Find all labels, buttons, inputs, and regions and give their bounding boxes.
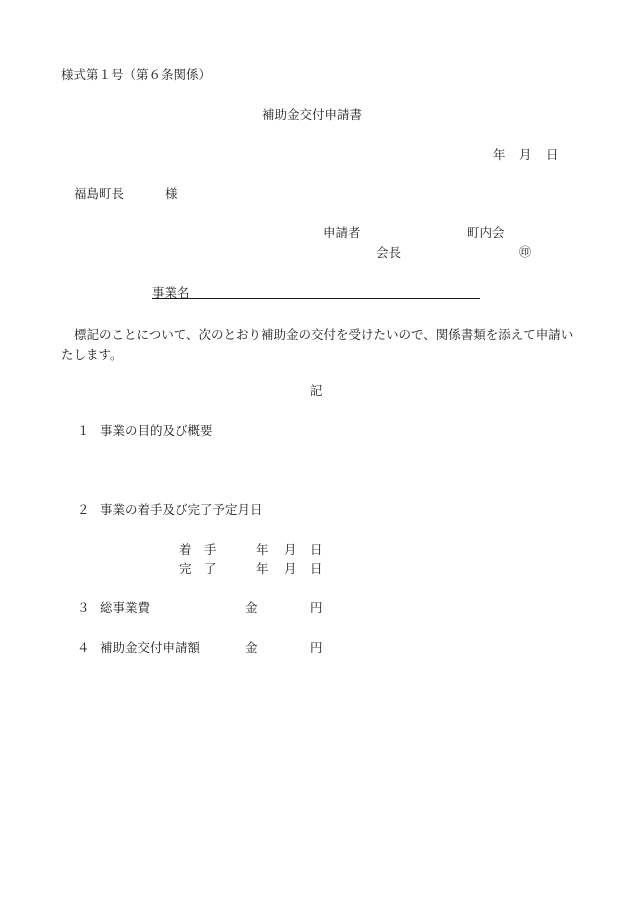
- project-name-label: 事業名: [152, 285, 190, 300]
- application-body-text: 標記のことについて、次のとおり補助金の交付を受けたいので、関係書類を添えて申請いたします。: [61, 327, 574, 362]
- item-number: ３: [77, 600, 90, 615]
- yen-label: 円: [310, 600, 323, 615]
- item-label: 総事業費: [100, 600, 151, 615]
- item-number: １: [77, 423, 90, 438]
- item-label: 補助金交付申請額: [100, 640, 201, 655]
- start-year-label: 年: [256, 542, 269, 557]
- end-year-label: 年: [256, 561, 269, 576]
- president-label: 会長: [376, 245, 402, 260]
- end-month-label: 月: [284, 561, 297, 576]
- ki-heading: 記: [310, 383, 323, 398]
- applicant-label: 申請者: [323, 225, 361, 240]
- date-year-label: 年: [493, 147, 506, 162]
- form-number: 様式第１号（第６条関係）: [61, 67, 212, 82]
- seal-mark-icon: ㊞: [519, 245, 532, 259]
- date-month-label: 月: [519, 147, 532, 162]
- item-number: ２: [77, 502, 90, 517]
- start-day-label: 日: [310, 542, 323, 557]
- date-day-label: 日: [546, 147, 559, 162]
- start-label: 着 手: [179, 542, 217, 557]
- project-name-underline: [152, 298, 480, 299]
- start-month-label: 月: [284, 542, 297, 557]
- kin-label: 金: [245, 640, 258, 655]
- council-name-label: 町内会: [467, 225, 505, 240]
- addressee-name: 福島町長: [74, 186, 125, 201]
- item-number: ４: [77, 640, 90, 655]
- document-title: 補助金交付申請書: [262, 107, 363, 122]
- end-day-label: 日: [310, 561, 323, 576]
- item-label: 事業の着手及び完了予定月日: [100, 502, 263, 517]
- end-label: 完 了: [179, 561, 217, 576]
- item-label: 事業の目的及び概要: [100, 423, 213, 438]
- kin-label: 金: [245, 600, 258, 615]
- yen-label: 円: [310, 640, 323, 655]
- addressee-honorific: 様: [165, 186, 178, 201]
